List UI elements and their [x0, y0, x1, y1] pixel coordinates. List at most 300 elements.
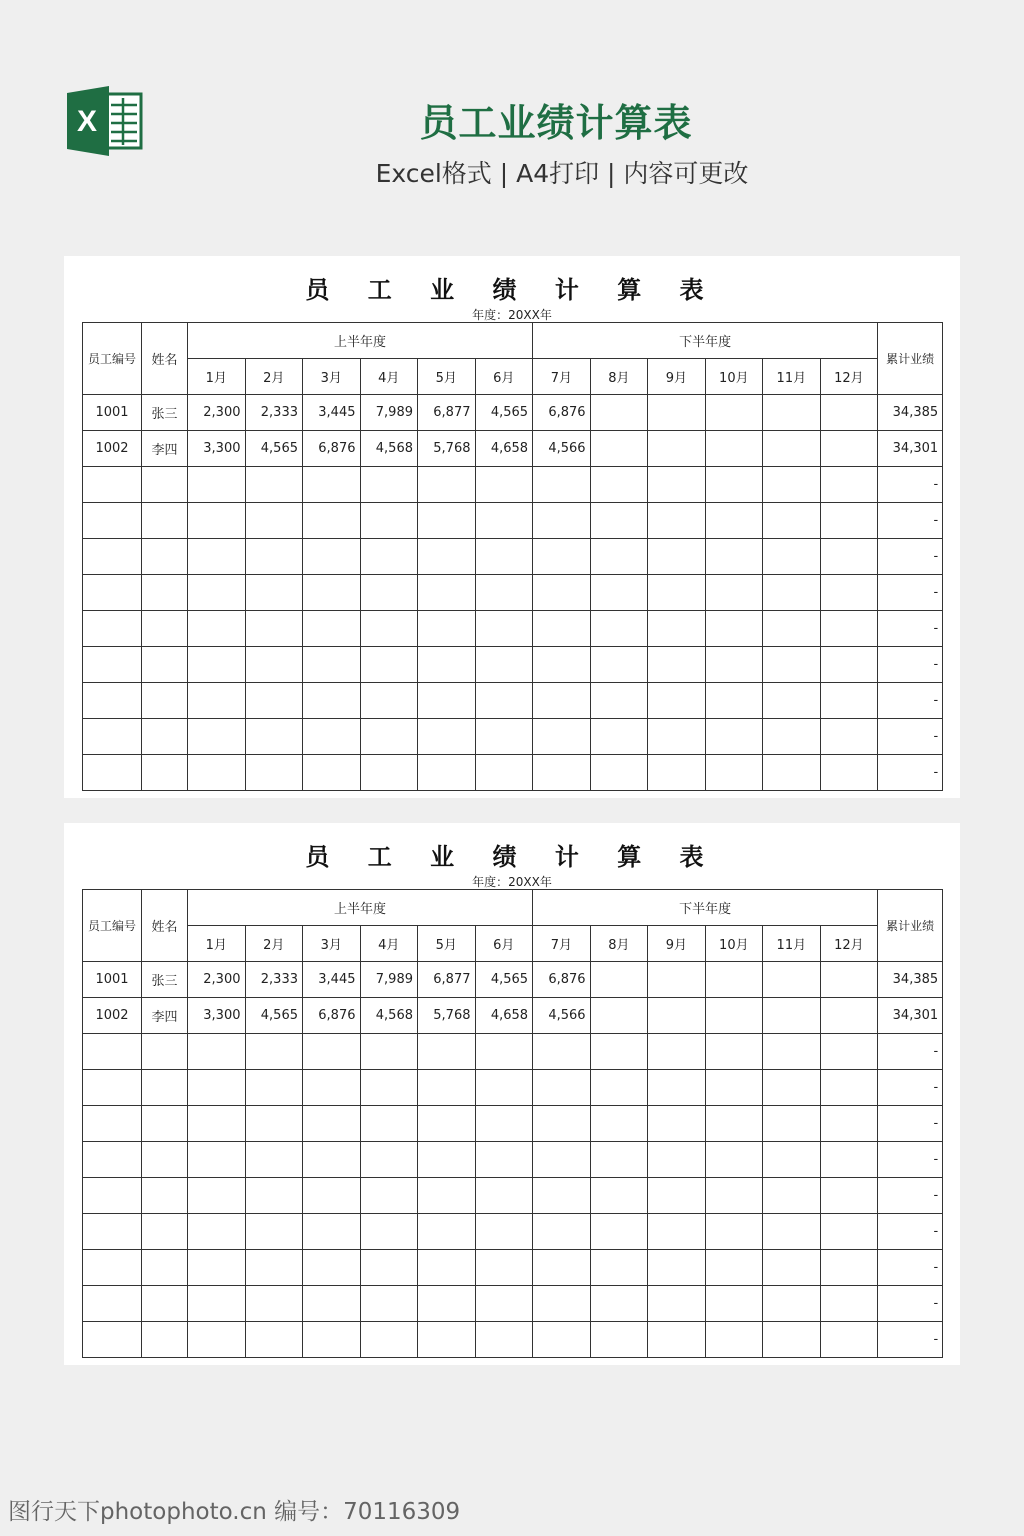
cell-month-value [820, 683, 878, 719]
cell-month-value: 6,877 [418, 395, 476, 431]
cell-month-value [763, 1178, 821, 1214]
cell-month-value [705, 503, 763, 539]
cell-month-value [820, 1034, 878, 1070]
cell-month-value [590, 1142, 648, 1178]
cell-month-value [188, 575, 246, 611]
cell-month-value [188, 719, 246, 755]
cell-month-value [360, 719, 418, 755]
cell-month-value [705, 962, 763, 998]
cell-total: - [878, 1286, 943, 1322]
cell-month-value [418, 503, 476, 539]
cell-total: 34,385 [878, 395, 943, 431]
cell-month-value [820, 611, 878, 647]
cell-month-value [590, 539, 648, 575]
cell-month-value [360, 1142, 418, 1178]
cell-month-value [820, 1070, 878, 1106]
cell-name: 李四 [142, 431, 188, 467]
cell-month-value [418, 1178, 476, 1214]
col-header-h1: 上半年度 [188, 890, 533, 926]
cell-month-value [188, 1106, 246, 1142]
cell-month-value [303, 611, 361, 647]
cell-name [142, 467, 188, 503]
table-row [83, 1250, 943, 1286]
cell-month-value [245, 755, 303, 791]
cell-month-value [648, 539, 706, 575]
cell-employee-id [83, 1106, 142, 1142]
cell-month-value [533, 1142, 591, 1178]
cell-month-value [590, 1214, 648, 1250]
cell-employee-id: 1002 [83, 998, 142, 1034]
sheet-preview-1 [64, 256, 960, 798]
cell-month-value [475, 1142, 533, 1178]
cell-month-value [303, 1106, 361, 1142]
cell-employee-id [83, 719, 142, 755]
cell-month-value [360, 1286, 418, 1322]
cell-month-value [590, 575, 648, 611]
cell-month-value [820, 503, 878, 539]
cell-month-value: 4,568 [360, 431, 418, 467]
cell-month-value [360, 467, 418, 503]
cell-month-value [648, 467, 706, 503]
cell-month-value [475, 611, 533, 647]
table-row [83, 575, 943, 611]
table-row [83, 431, 943, 467]
cell-month-value [648, 755, 706, 791]
cell-month-value [763, 1322, 821, 1358]
cell-month-value [418, 539, 476, 575]
cell-month-value: 6,877 [418, 962, 476, 998]
month-header-row [83, 359, 943, 395]
cell-month-value [303, 1070, 361, 1106]
cell-month-value [820, 1322, 878, 1358]
cell-month-value [590, 431, 648, 467]
cell-month-value [360, 1214, 418, 1250]
cell-month-value [763, 755, 821, 791]
cell-month-value [648, 1322, 706, 1358]
cell-month-value [590, 719, 648, 755]
cell-month-value: 4,565 [245, 998, 303, 1034]
sheet-year: 年度：20XX年 [472, 875, 552, 889]
cell-month-value [418, 1070, 476, 1106]
table-row [83, 962, 943, 998]
cell-total: - [878, 683, 943, 719]
table-row [83, 647, 943, 683]
cell-month-value [763, 647, 821, 683]
cell-month-value [533, 1286, 591, 1322]
cell-month-value [590, 395, 648, 431]
cell-month-value [245, 1286, 303, 1322]
cell-month-value: 4,565 [245, 431, 303, 467]
cell-month-value [763, 575, 821, 611]
cell-month-value [188, 1034, 246, 1070]
cell-month-value [533, 683, 591, 719]
cell-month-value [188, 1070, 246, 1106]
cell-name: 张三 [142, 395, 188, 431]
cell-month-value [533, 755, 591, 791]
cell-month-value [245, 1214, 303, 1250]
cell-month-value [245, 1142, 303, 1178]
logo-letter: X [76, 105, 98, 138]
cell-month-value [533, 575, 591, 611]
cell-month-value [763, 1142, 821, 1178]
cell-name [142, 683, 188, 719]
cell-employee-id [83, 575, 142, 611]
month-header: 2月 [245, 359, 303, 395]
cell-month-value [188, 683, 246, 719]
cell-month-value [475, 1286, 533, 1322]
col-header-h2: 下半年度 [533, 323, 878, 359]
cell-employee-id [83, 611, 142, 647]
cell-month-value [303, 1286, 361, 1322]
cell-month-value [533, 1250, 591, 1286]
cell-month-value [705, 395, 763, 431]
cell-month-value [648, 683, 706, 719]
cell-month-value [648, 719, 706, 755]
cell-month-value [648, 611, 706, 647]
cell-month-value [763, 962, 821, 998]
cell-name [142, 611, 188, 647]
cell-month-value [820, 395, 878, 431]
cell-employee-id [83, 1250, 142, 1286]
cell-total: - [878, 719, 943, 755]
cell-month-value: 7,989 [360, 962, 418, 998]
col-header-h1: 上半年度 [188, 323, 533, 359]
month-header: 11月 [763, 359, 821, 395]
cell-month-value [360, 683, 418, 719]
cell-month-value [533, 647, 591, 683]
cell-name [142, 539, 188, 575]
cell-month-value [648, 431, 706, 467]
cell-month-value [533, 1178, 591, 1214]
cell-month-value [648, 1106, 706, 1142]
month-header: 3月 [303, 926, 361, 962]
cell-month-value [418, 647, 476, 683]
cell-month-value [245, 683, 303, 719]
cell-month-value [763, 467, 821, 503]
cell-month-value [360, 575, 418, 611]
table-row [83, 755, 943, 791]
cell-month-value [705, 1106, 763, 1142]
cell-month-value [475, 755, 533, 791]
cell-month-value [188, 647, 246, 683]
cell-month-value [590, 755, 648, 791]
cell-month-value [188, 1322, 246, 1358]
cell-month-value [590, 1322, 648, 1358]
cell-month-value [705, 1178, 763, 1214]
cell-month-value [820, 431, 878, 467]
cell-total: - [878, 647, 943, 683]
cell-month-value [475, 1070, 533, 1106]
cell-month-value: 5,768 [418, 431, 476, 467]
cell-month-value [648, 1070, 706, 1106]
cell-month-value [590, 683, 648, 719]
month-header: 6月 [475, 926, 533, 962]
cell-month-value [188, 1178, 246, 1214]
cell-name [142, 1322, 188, 1358]
page-title: 员工业绩计算表 [419, 101, 693, 145]
cell-employee-id [83, 1214, 142, 1250]
cell-month-value [820, 539, 878, 575]
cell-month-value [303, 755, 361, 791]
cell-month-value [245, 1178, 303, 1214]
cell-month-value [303, 467, 361, 503]
cell-month-value [533, 467, 591, 503]
cell-name [142, 1106, 188, 1142]
cell-month-value: 3,300 [188, 998, 246, 1034]
cell-month-value: 2,300 [188, 962, 246, 998]
cell-month-value [533, 1214, 591, 1250]
cell-month-value [763, 611, 821, 647]
cell-month-value [820, 1250, 878, 1286]
cell-month-value: 4,658 [475, 431, 533, 467]
table-row [83, 1286, 943, 1322]
cell-month-value [418, 1250, 476, 1286]
cell-month-value [303, 1142, 361, 1178]
cell-employee-id [83, 647, 142, 683]
cell-month-value [360, 1034, 418, 1070]
cell-total: - [878, 503, 943, 539]
cell-month-value [245, 719, 303, 755]
cell-month-value [475, 1250, 533, 1286]
cell-month-value [245, 1250, 303, 1286]
table-row [83, 683, 943, 719]
month-header: 8月 [590, 926, 648, 962]
cell-month-value [820, 647, 878, 683]
cell-employee-id [83, 467, 142, 503]
month-header: 1月 [188, 359, 246, 395]
cell-total: - [878, 1070, 943, 1106]
cell-month-value [245, 647, 303, 683]
cell-month-value: 6,876 [303, 431, 361, 467]
cell-month-value [360, 611, 418, 647]
cell-month-value [705, 647, 763, 683]
cell-name [142, 719, 188, 755]
month-header: 5月 [418, 359, 476, 395]
cell-month-value [648, 1250, 706, 1286]
cell-month-value [475, 1034, 533, 1070]
cell-month-value [418, 683, 476, 719]
col-header-name: 姓名 [142, 323, 188, 395]
cell-total: - [878, 1034, 943, 1070]
table-row [83, 611, 943, 647]
cell-total: - [878, 1250, 943, 1286]
cell-name [142, 503, 188, 539]
cell-month-value [418, 575, 476, 611]
cell-month-value [705, 1070, 763, 1106]
cell-month-value [418, 467, 476, 503]
cell-month-value: 2,333 [245, 962, 303, 998]
cell-month-value [648, 1286, 706, 1322]
cell-month-value [590, 1286, 648, 1322]
cell-month-value [648, 1214, 706, 1250]
cell-month-value [188, 1250, 246, 1286]
cell-month-value [820, 1106, 878, 1142]
cell-name [142, 1286, 188, 1322]
cell-month-value: 4,565 [475, 962, 533, 998]
cell-month-value [188, 1286, 246, 1322]
cell-month-value [590, 611, 648, 647]
cell-month-value [648, 395, 706, 431]
cell-month-value [705, 431, 763, 467]
cell-employee-id [83, 683, 142, 719]
cell-month-value [763, 998, 821, 1034]
cell-month-value [303, 1250, 361, 1286]
cell-month-value [533, 1106, 591, 1142]
cell-month-value [705, 683, 763, 719]
cell-name [142, 1178, 188, 1214]
cell-month-value [475, 719, 533, 755]
col-header-total: 累计业绩 [878, 890, 943, 962]
cell-month-value [533, 1322, 591, 1358]
cell-month-value [245, 1322, 303, 1358]
cell-employee-id [83, 1178, 142, 1214]
cell-month-value [418, 1322, 476, 1358]
cell-month-value [303, 539, 361, 575]
cell-month-value [418, 1106, 476, 1142]
cell-month-value [590, 647, 648, 683]
cell-month-value [820, 1286, 878, 1322]
cell-month-value [245, 1034, 303, 1070]
cell-month-value [763, 1286, 821, 1322]
cell-month-value: 6,876 [533, 962, 591, 998]
cell-total: - [878, 1106, 943, 1142]
cell-month-value [763, 431, 821, 467]
month-header: 2月 [245, 926, 303, 962]
cell-month-value [648, 998, 706, 1034]
cell-month-value [533, 1034, 591, 1070]
cell-month-value [648, 962, 706, 998]
cell-month-value [533, 611, 591, 647]
cell-month-value [590, 998, 648, 1034]
cell-month-value [188, 503, 246, 539]
cell-name: 李四 [142, 998, 188, 1034]
cell-month-value [418, 719, 476, 755]
cell-month-value: 7,989 [360, 395, 418, 431]
cell-month-value [763, 395, 821, 431]
col-header-name: 姓名 [142, 890, 188, 962]
cell-month-value [820, 575, 878, 611]
cell-month-value [245, 575, 303, 611]
col-header-total: 累计业绩 [878, 323, 943, 395]
cell-month-value [475, 1214, 533, 1250]
table-row [83, 1214, 943, 1250]
month-header: 1月 [188, 926, 246, 962]
cell-month-value [820, 1214, 878, 1250]
cell-month-value [820, 1178, 878, 1214]
cell-month-value [475, 575, 533, 611]
table-row [83, 539, 943, 575]
cell-employee-id: 1001 [83, 962, 142, 998]
watermark: 图行天下photophoto.cn 编号：70116309 [8, 1499, 461, 1525]
cell-month-value [763, 1214, 821, 1250]
cell-total: 34,385 [878, 962, 943, 998]
cell-total: - [878, 1178, 943, 1214]
cell-name [142, 647, 188, 683]
page-subtitle: Excel格式 | A4打印 | 内容可更改 [375, 159, 749, 188]
col-header-h2: 下半年度 [533, 890, 878, 926]
cell-month-value [705, 998, 763, 1034]
cell-month-value [705, 1250, 763, 1286]
cell-month-value [763, 1106, 821, 1142]
month-header-row [83, 926, 943, 962]
cell-month-value [820, 755, 878, 791]
month-header: 7月 [533, 926, 591, 962]
table-row [83, 1322, 943, 1358]
cell-month-value [475, 1322, 533, 1358]
cell-employee-id [83, 503, 142, 539]
cell-month-value [475, 683, 533, 719]
cell-employee-id: 1002 [83, 431, 142, 467]
cell-name [142, 755, 188, 791]
cell-month-value [820, 998, 878, 1034]
cell-month-value [188, 1214, 246, 1250]
month-header: 4月 [360, 359, 418, 395]
month-header: 9月 [648, 359, 706, 395]
cell-month-value [705, 1142, 763, 1178]
cell-month-value [705, 1214, 763, 1250]
cell-month-value [705, 1034, 763, 1070]
cell-total: - [878, 755, 943, 791]
cell-month-value [245, 1106, 303, 1142]
cell-total: - [878, 575, 943, 611]
cell-month-value [763, 1034, 821, 1070]
cell-month-value: 4,566 [533, 431, 591, 467]
sheet-title: 员 工 业 绩 计 算 表 [305, 276, 719, 304]
table-body [83, 395, 943, 791]
cell-month-value [303, 1322, 361, 1358]
performance-table [82, 889, 943, 1358]
cell-month-value: 5,768 [418, 998, 476, 1034]
cell-month-value [648, 575, 706, 611]
month-header: 6月 [475, 359, 533, 395]
cell-month-value [188, 539, 246, 575]
cell-name [142, 1034, 188, 1070]
cell-month-value [303, 683, 361, 719]
month-header: 8月 [590, 359, 648, 395]
cell-total: - [878, 467, 943, 503]
cell-month-value [303, 1214, 361, 1250]
cell-month-value [303, 1178, 361, 1214]
cell-employee-id [83, 755, 142, 791]
cell-month-value: 4,565 [475, 395, 533, 431]
cell-name [142, 1250, 188, 1286]
cell-month-value [820, 467, 878, 503]
cell-month-value [590, 1034, 648, 1070]
cell-name [142, 1070, 188, 1106]
month-header: 3月 [303, 359, 361, 395]
cell-month-value [360, 1322, 418, 1358]
month-header: 9月 [648, 926, 706, 962]
cell-month-value [418, 1286, 476, 1322]
cell-month-value [533, 1070, 591, 1106]
cell-month-value [360, 647, 418, 683]
cell-month-value [648, 503, 706, 539]
table-row [83, 719, 943, 755]
cell-month-value [188, 1142, 246, 1178]
cell-month-value [188, 755, 246, 791]
cell-month-value [533, 719, 591, 755]
table-row [83, 1106, 943, 1142]
cell-total: - [878, 611, 943, 647]
cell-month-value [705, 1322, 763, 1358]
cell-employee-id [83, 539, 142, 575]
table-row [83, 1142, 943, 1178]
month-header: 11月 [763, 926, 821, 962]
cell-employee-id [83, 1070, 142, 1106]
cell-month-value: 3,445 [303, 962, 361, 998]
cell-month-value [188, 467, 246, 503]
cell-month-value [475, 647, 533, 683]
